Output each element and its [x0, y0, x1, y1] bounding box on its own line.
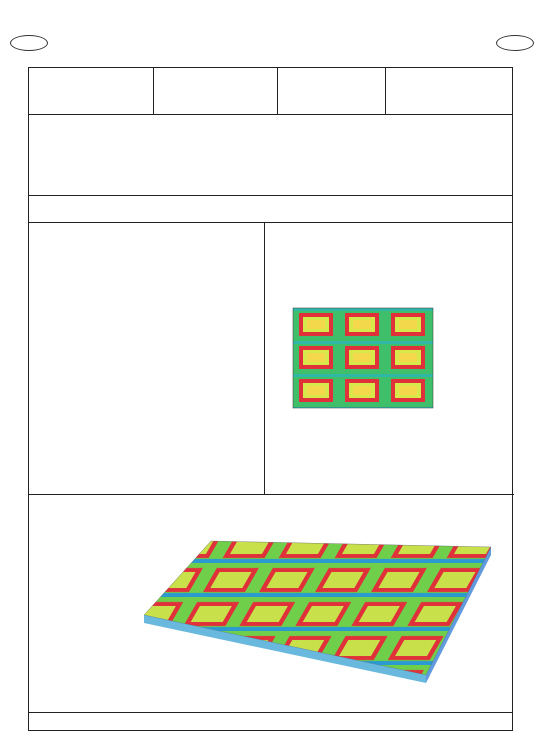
height-map-panel — [265, 222, 514, 495]
3d-view-svg — [29, 495, 514, 713]
height-map-svg — [265, 222, 514, 495]
mahr-logo-right — [496, 35, 534, 51]
study-info-panel — [29, 222, 265, 495]
document-meta — [29, 114, 512, 196]
height-map-image — [293, 308, 433, 408]
top-ruler — [0, 0, 539, 30]
header-measurement — [154, 68, 277, 114]
mahr-logo-left — [10, 35, 48, 51]
report-header — [29, 68, 512, 115]
3d-view-panel — [29, 495, 512, 713]
header-drawing-number — [386, 68, 512, 114]
header-instrument — [29, 68, 154, 114]
header-part — [278, 68, 386, 114]
report-document — [28, 67, 513, 731]
blank-row — [29, 196, 512, 223]
